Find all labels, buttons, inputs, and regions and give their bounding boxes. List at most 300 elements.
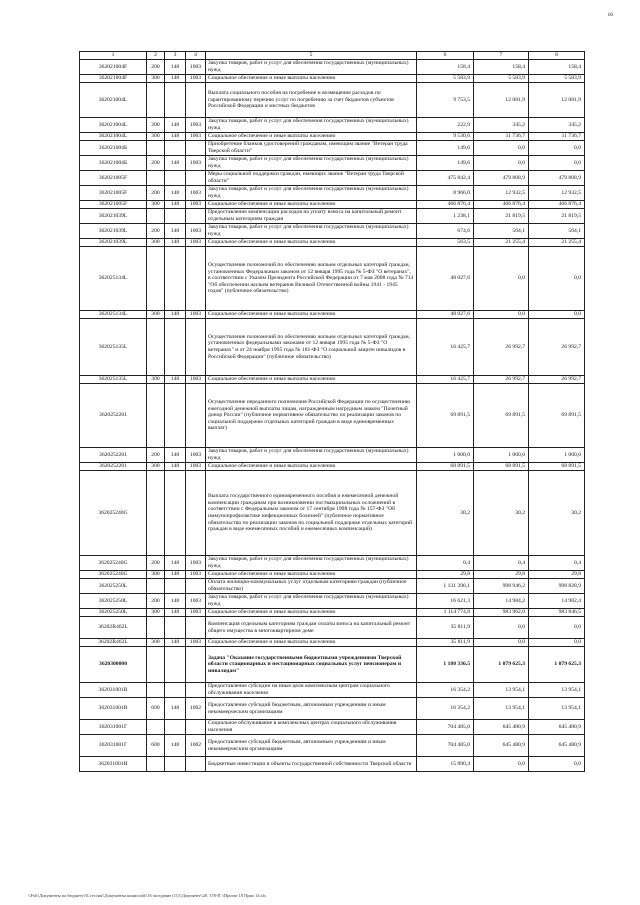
table-row bbox=[80, 75, 585, 83]
department-code: 148 bbox=[165, 376, 186, 384]
value-year-1: 48 027,6 bbox=[417, 311, 474, 319]
section-code bbox=[186, 247, 206, 311]
section-code: 1003 bbox=[186, 448, 206, 463]
department-code: 148 bbox=[165, 75, 186, 83]
target-article-code: 362025240G bbox=[80, 571, 147, 579]
section-code bbox=[186, 647, 206, 683]
expense-type-code: 300 bbox=[147, 75, 165, 83]
expense-type-code bbox=[147, 247, 165, 311]
budget-table bbox=[79, 51, 585, 772]
section-code bbox=[186, 83, 206, 118]
value-year-1: 1 180 336,5 bbox=[417, 647, 474, 683]
value-year-2: 645 480,9 bbox=[474, 720, 529, 735]
department-code: 148 bbox=[165, 639, 186, 647]
item-description: Социальное обеспечение и иные выплаты населению bbox=[206, 201, 417, 209]
target-article-code: 362025250L bbox=[80, 609, 147, 617]
value-year-2: 0,0 bbox=[474, 247, 529, 311]
value-year-2: 0,4 bbox=[474, 556, 529, 571]
section-code: 1003 bbox=[186, 156, 206, 171]
department-code: 148 bbox=[165, 594, 186, 609]
value-year-2: 983 962,0 bbox=[474, 609, 529, 617]
value-year-2: 68 891,5 bbox=[474, 463, 529, 471]
department-code: 148 bbox=[165, 735, 186, 757]
item-description: Осуществление переданного полномочия Российской Федерации по осуществлению ежегодной денежной выплаты лицам, награжденным нагрудным знаком "Почетный донор России" (публичное нормативное обязательство по реализации законов по социальной поддержке отдельных категорий граждан в виде единовременных выплат) bbox=[206, 384, 417, 448]
target-article-code: 362025135L bbox=[80, 376, 147, 384]
department-code: 148 bbox=[165, 448, 186, 463]
value-year-2: 11 736,7 bbox=[474, 133, 529, 141]
item-description: Оплата жилищно-коммунальных услуг отдельным категориям граждан (публичное обязательство) bbox=[206, 579, 417, 594]
column-header: 1 bbox=[80, 52, 147, 60]
target-article-code: 362021004F bbox=[80, 75, 147, 83]
department-code: 148 bbox=[165, 133, 186, 141]
value-year-2: 0,0 bbox=[474, 757, 529, 772]
value-year-1: 68 891,5 bbox=[417, 463, 474, 471]
department-code: 148 bbox=[165, 201, 186, 209]
expense-type-code bbox=[147, 141, 165, 156]
value-year-2: 0,0 bbox=[474, 141, 529, 156]
table-row bbox=[80, 579, 585, 594]
value-year-3: 645 480,9 bbox=[529, 735, 585, 757]
table-row bbox=[80, 594, 585, 609]
item-description: Закупка товаров, работ и услуг для обеспечения государственных (муниципальных) нужд bbox=[206, 156, 417, 171]
table-row bbox=[80, 647, 585, 683]
column-number-row bbox=[80, 52, 585, 60]
value-year-2: 69 891,5 bbox=[474, 384, 529, 448]
value-year-1: 69 891,5 bbox=[417, 384, 474, 448]
section-code: 1003 bbox=[186, 224, 206, 239]
item-description: Осуществление полномочий по обеспечению жильем отдельных категорий граждан, установленных Федеральным законом от 12 января 1995 года № 5-ФЗ "О ветеранах", в соответствии с Указом Президента Российской Федерации от 7 мая 2008 года № 714 "Об обеспечении жильем ветеранов Великой Отечественной войны 1941 - 1945 годов" (публичное обязательство) bbox=[206, 247, 417, 311]
value-year-1: 674,6 bbox=[417, 224, 474, 239]
item-description: Закупка товаров, работ и услуг для обеспечения государственных (муниципальных) нужд bbox=[206, 448, 417, 463]
value-year-1: 1 131 396,1 bbox=[417, 579, 474, 594]
department-code bbox=[165, 647, 186, 683]
target-article-code: 362025240G bbox=[80, 471, 147, 556]
department-code: 148 bbox=[165, 311, 186, 319]
item-description: Закупка товаров, работ и услуг для обеспечения государственных (муниципальных) нужд bbox=[206, 556, 417, 571]
department-code bbox=[165, 384, 186, 448]
table-row bbox=[80, 60, 585, 75]
section-code: 1002 bbox=[186, 735, 206, 757]
table-row bbox=[80, 186, 585, 201]
table-row bbox=[80, 141, 585, 156]
value-year-1: 16 621,3 bbox=[417, 594, 474, 609]
expense-type-code bbox=[147, 384, 165, 448]
expense-type-code: 300 bbox=[147, 571, 165, 579]
table-row bbox=[80, 239, 585, 247]
value-year-1: 35 811,9 bbox=[417, 617, 474, 639]
value-year-1: 35 811,9 bbox=[417, 639, 474, 647]
expense-type-code bbox=[147, 579, 165, 594]
section-code: 1003 bbox=[186, 311, 206, 319]
value-year-3: 466 876,4 bbox=[529, 201, 585, 209]
department-code bbox=[165, 579, 186, 594]
value-year-2: 1 000,0 bbox=[474, 448, 529, 463]
value-year-3: 11 736,7 bbox=[529, 133, 585, 141]
table-row bbox=[80, 683, 585, 698]
expense-type-code bbox=[147, 209, 165, 224]
value-year-2: 479 808,9 bbox=[474, 171, 529, 186]
table-row bbox=[80, 735, 585, 757]
expense-type-code bbox=[147, 319, 165, 376]
table-body bbox=[80, 60, 585, 772]
department-code bbox=[165, 683, 186, 698]
expense-type-code: 200 bbox=[147, 60, 165, 75]
item-description: Социальное обеспечение и иные выплаты населению bbox=[206, 311, 417, 319]
value-year-1: 704 485,0 bbox=[417, 720, 474, 735]
target-article-code: 362021039L bbox=[80, 224, 147, 239]
section-code bbox=[186, 141, 206, 156]
section-code bbox=[186, 319, 206, 376]
section-code bbox=[186, 471, 206, 556]
table-row bbox=[80, 224, 585, 239]
value-year-3: 29,8 bbox=[529, 571, 585, 579]
table-row bbox=[80, 209, 585, 224]
table-row bbox=[80, 639, 585, 647]
value-year-3: 30,2 bbox=[529, 471, 585, 556]
value-year-1: 16 425,7 bbox=[417, 319, 474, 376]
value-year-2: 0,0 bbox=[474, 311, 529, 319]
department-code: 148 bbox=[165, 609, 186, 617]
department-code bbox=[165, 141, 186, 156]
value-year-3: 158,4 bbox=[529, 60, 585, 75]
target-article-code: 36202R462L bbox=[80, 639, 147, 647]
column-header: 6 bbox=[417, 52, 474, 60]
value-year-2: 30,2 bbox=[474, 471, 529, 556]
department-code: 148 bbox=[165, 224, 186, 239]
section-code: 1003 bbox=[186, 239, 206, 247]
expense-type-code: 200 bbox=[147, 224, 165, 239]
expense-type-code: 300 bbox=[147, 463, 165, 471]
table-row bbox=[80, 83, 585, 118]
item-description: Бюджетные инвестиции в объекты государственной собственности Тверской области bbox=[206, 757, 417, 772]
value-year-2: 564,1 bbox=[474, 224, 529, 239]
value-year-1: 466 876,4 bbox=[417, 201, 474, 209]
department-code bbox=[165, 247, 186, 311]
expense-type-code bbox=[147, 471, 165, 556]
item-description: Меры социальной поддержки граждан, имеющих звание "Ветеран труда Тверской области" bbox=[206, 171, 417, 186]
expense-type-code: 200 bbox=[147, 118, 165, 133]
item-description: Предоставление субсидии на иные цели комплексным центрам социального обслуживания населения bbox=[206, 683, 417, 698]
section-code: 1003 bbox=[186, 376, 206, 384]
table-row bbox=[80, 133, 585, 141]
value-year-2: 14 984,2 bbox=[474, 594, 529, 609]
value-year-1: 563,5 bbox=[417, 239, 474, 247]
value-year-3: 0,0 bbox=[529, 247, 585, 311]
column-header: 2 bbox=[147, 52, 165, 60]
table-row bbox=[80, 571, 585, 579]
expense-type-code bbox=[147, 647, 165, 683]
target-article-code: 3620252201 bbox=[80, 463, 147, 471]
table-row bbox=[80, 376, 585, 384]
value-year-2: 645 480,9 bbox=[474, 735, 529, 757]
expense-type-code: 300 bbox=[147, 311, 165, 319]
department-code: 148 bbox=[165, 60, 186, 75]
value-year-2: 29,8 bbox=[474, 571, 529, 579]
department-code: 148 bbox=[165, 239, 186, 247]
target-article-code: 362025135L bbox=[80, 319, 147, 376]
target-article-code: 362025134L bbox=[80, 311, 147, 319]
target-article-code: 362021004Б bbox=[80, 156, 147, 171]
target-article-code: 362021004F bbox=[80, 60, 147, 75]
value-year-2: 0,0 bbox=[474, 639, 529, 647]
value-year-1: 475 842,4 bbox=[417, 171, 474, 186]
department-code: 148 bbox=[165, 463, 186, 471]
value-year-3: 0,4 bbox=[529, 556, 585, 571]
table-row bbox=[80, 156, 585, 171]
target-article-code: 362021004L bbox=[80, 133, 147, 141]
value-year-2: 13 954,1 bbox=[474, 683, 529, 698]
target-article-code: 362021004L bbox=[80, 83, 147, 118]
table-row bbox=[80, 118, 585, 133]
target-article-code: 362021005F bbox=[80, 201, 147, 209]
item-description: Социальное обеспечение и иные выплаты населению bbox=[206, 571, 417, 579]
section-code bbox=[186, 617, 206, 639]
section-code bbox=[186, 171, 206, 186]
section-code bbox=[186, 579, 206, 594]
value-year-3: 12 081,9 bbox=[529, 83, 585, 118]
value-year-2: 158,4 bbox=[474, 60, 529, 75]
item-description: Закупка товаров, работ и услуг для обеспечения государственных (муниципальных) нужд bbox=[206, 186, 417, 201]
section-code: 1003 bbox=[186, 201, 206, 209]
target-article-code: 362025250L bbox=[80, 594, 147, 609]
department-code: 148 bbox=[165, 186, 186, 201]
expense-type-code: 200 bbox=[147, 594, 165, 609]
value-year-3: 0,0 bbox=[529, 639, 585, 647]
expense-type-code: 200 bbox=[147, 156, 165, 171]
section-code bbox=[186, 209, 206, 224]
table-row bbox=[80, 311, 585, 319]
value-year-3: 68 891,5 bbox=[529, 463, 585, 471]
target-article-code: 362031001В bbox=[80, 698, 147, 720]
target-article-code: 362031001И bbox=[80, 757, 147, 772]
file-path-footer: \\Fs6\\Документы по бюджету\\Б сессия\\Документы комиссий\\16 заседание (11)\\Документ\\20. 378-П \\Проект 10 Прил 14.xls bbox=[28, 893, 266, 898]
expense-type-code bbox=[147, 720, 165, 735]
value-year-3: 0,0 bbox=[529, 757, 585, 772]
value-year-1: 0,4 bbox=[417, 556, 474, 571]
item-description: Приобретение бланков удостоверений гражданам, имеющим звание "Ветеран труда Тверской области" bbox=[206, 141, 417, 156]
department-code: 148 bbox=[165, 156, 186, 171]
item-description: Социальное обеспечение и иные выплаты населению bbox=[206, 239, 417, 247]
target-article-code: 3620252201 bbox=[80, 384, 147, 448]
value-year-3: 1 079 625,3 bbox=[529, 647, 585, 683]
value-year-1: 16 354,2 bbox=[417, 698, 474, 720]
target-article-code: 362031001Г bbox=[80, 735, 147, 757]
expense-type-code: 600 bbox=[147, 698, 165, 720]
value-year-3: 5 583,9 bbox=[529, 75, 585, 83]
value-year-2: 1 079 625,3 bbox=[474, 647, 529, 683]
table-row bbox=[80, 471, 585, 556]
value-year-1: 1 238,1 bbox=[417, 209, 474, 224]
value-year-3: 21 255,4 bbox=[529, 239, 585, 247]
item-description: Выплата социального пособия на погребение и возмещение расходов по гарантированному перечню услуг по погребению за счет бюджетов субъектов Российской Федерации и местных бюджетов bbox=[206, 83, 417, 118]
value-year-2: 21 255,4 bbox=[474, 239, 529, 247]
value-year-1: 15 890,4 bbox=[417, 757, 474, 772]
item-description: Предоставление субсидий бюджетным, автономным учреждениям и иным некоммерческим организациям bbox=[206, 698, 417, 720]
expense-type-code bbox=[147, 617, 165, 639]
section-code: 1003 bbox=[186, 594, 206, 609]
expense-type-code: 200 bbox=[147, 186, 165, 201]
section-code: 1003 bbox=[186, 556, 206, 571]
department-code bbox=[165, 757, 186, 772]
value-year-2: 0,0 bbox=[474, 156, 529, 171]
department-code: 148 bbox=[165, 571, 186, 579]
target-article-code: 3620252201 bbox=[80, 448, 147, 463]
section-code: 1003 bbox=[186, 571, 206, 579]
department-code: 148 bbox=[165, 698, 186, 720]
item-description: Выплата государственного единовременного пособия и ежемесячной денежной компенсации гражданам при возникновении поствакцинальных осложнений в соответствии с Федеральным законом от 17 сентября 1998 года № 157-ФЗ "Об иммунопрофилактике инфекционных болезней" (публичное нормативное обязательство по реализации законов по социальной поддержке отдельных категорий граждан в виде ежемесячных пособий и ежемесячных компенсаций) bbox=[206, 471, 417, 556]
expense-type-code bbox=[147, 683, 165, 698]
value-year-1: 1 000,0 bbox=[417, 448, 474, 463]
target-article-code: 362021039L bbox=[80, 209, 147, 224]
department-code bbox=[165, 319, 186, 376]
value-year-2: 26 992,7 bbox=[474, 319, 529, 376]
table-row bbox=[80, 201, 585, 209]
value-year-3: 21 819,5 bbox=[529, 209, 585, 224]
value-year-2: 998 946,2 bbox=[474, 579, 529, 594]
item-description: Компенсация отдельным категориям граждан оплаты взноса на капитальный ремонт общего имущества в многоквартирном доме bbox=[206, 617, 417, 639]
department-code bbox=[165, 209, 186, 224]
section-code: 1003 bbox=[186, 463, 206, 471]
value-year-3: 12 932,5 bbox=[529, 186, 585, 201]
value-year-1: 158,4 bbox=[417, 60, 474, 75]
target-article-code: 362021039L bbox=[80, 239, 147, 247]
department-code bbox=[165, 171, 186, 186]
target-article-code: 362025250L bbox=[80, 579, 147, 594]
target-article-code: 3620300000 bbox=[80, 647, 147, 683]
target-article-code: 362031001Г bbox=[80, 720, 147, 735]
value-year-3: 645 480,9 bbox=[529, 720, 585, 735]
department-code: 148 bbox=[165, 556, 186, 571]
department-code bbox=[165, 617, 186, 639]
item-description: Осуществление полномочий по обеспечению жильем отдельных категорий граждан, установленных федеральными законами от 12 января 1995 года № 5-ФЗ "О ветеранах" и от 24 ноября 1995 года № 181-ФЗ "О социальной защите инвалидов в Российской Федерации" (публичное обязательство) bbox=[206, 319, 417, 376]
value-year-3: 13 954,1 bbox=[529, 698, 585, 720]
department-code: 148 bbox=[165, 118, 186, 133]
item-description: Социальное обслуживание в комплексных центрах социального обслуживания населения bbox=[206, 720, 417, 735]
value-year-1: 149,6 bbox=[417, 156, 474, 171]
target-article-code: 362021005F bbox=[80, 186, 147, 201]
item-description: Предоставление субсидий бюджетным, автономным учреждениям и иным некоммерческим организациям bbox=[206, 735, 417, 757]
value-year-3: 479 808,9 bbox=[529, 171, 585, 186]
column-header: 3 bbox=[165, 52, 186, 60]
value-year-1: 9 530,6 bbox=[417, 133, 474, 141]
value-year-1: 9 753,5 bbox=[417, 83, 474, 118]
value-year-3: 26 992,7 bbox=[529, 376, 585, 384]
section-code bbox=[186, 720, 206, 735]
value-year-2: 12 081,9 bbox=[474, 83, 529, 118]
value-year-1: 222,9 bbox=[417, 118, 474, 133]
value-year-3: 14 982,4 bbox=[529, 594, 585, 609]
target-article-code: 362031001В bbox=[80, 683, 147, 698]
target-article-code: 362021004L bbox=[80, 118, 147, 133]
department-code bbox=[165, 471, 186, 556]
value-year-1: 8 966,0 bbox=[417, 186, 474, 201]
table-row bbox=[80, 698, 585, 720]
section-code: 1003 bbox=[186, 75, 206, 83]
expense-type-code: 300 bbox=[147, 133, 165, 141]
item-description: Закупка товаров, работ и услуг для обеспечения государственных (муниципальных) нужд bbox=[206, 594, 417, 609]
expense-type-code bbox=[147, 757, 165, 772]
value-year-3: 69 891,5 bbox=[529, 384, 585, 448]
column-header: 8 bbox=[529, 52, 585, 60]
column-header: 5 bbox=[206, 52, 417, 60]
value-year-1: 29,8 bbox=[417, 571, 474, 579]
target-article-code: 36202R462L bbox=[80, 617, 147, 639]
table-row bbox=[80, 757, 585, 772]
section-code: 1002 bbox=[186, 698, 206, 720]
expense-type-code: 600 bbox=[147, 735, 165, 757]
table-row bbox=[80, 609, 585, 617]
value-year-3: 1 000,0 bbox=[529, 448, 585, 463]
value-year-2: 345,2 bbox=[474, 118, 529, 133]
table-row bbox=[80, 247, 585, 311]
column-header: 7 bbox=[474, 52, 529, 60]
table-row bbox=[80, 171, 585, 186]
item-description: Социальное обеспечение и иные выплаты населению bbox=[206, 639, 417, 647]
value-year-1: 5 583,9 bbox=[417, 75, 474, 83]
value-year-3: 983 846,5 bbox=[529, 609, 585, 617]
expense-type-code: 300 bbox=[147, 239, 165, 247]
expense-type-code: 300 bbox=[147, 376, 165, 384]
page-number: 16 bbox=[607, 12, 613, 18]
table-row bbox=[80, 448, 585, 463]
department-code bbox=[165, 720, 186, 735]
target-article-code: 362021004Б bbox=[80, 141, 147, 156]
table-row bbox=[80, 720, 585, 735]
target-article-code: 362025240G bbox=[80, 556, 147, 571]
value-year-3: 0,0 bbox=[529, 156, 585, 171]
table-row bbox=[80, 319, 585, 376]
expense-type-code: 200 bbox=[147, 556, 165, 571]
expense-type-code: 200 bbox=[147, 448, 165, 463]
value-year-2: 21 819,5 bbox=[474, 209, 529, 224]
target-article-code: 362021005F bbox=[80, 171, 147, 186]
expense-type-code bbox=[147, 83, 165, 118]
item-description: Социальное обеспечение и иные выплаты населению bbox=[206, 463, 417, 471]
section-code bbox=[186, 384, 206, 448]
value-year-2: 12 932,5 bbox=[474, 186, 529, 201]
value-year-1: 704 485,0 bbox=[417, 735, 474, 757]
table-row bbox=[80, 556, 585, 571]
table-row bbox=[80, 384, 585, 448]
section-code bbox=[186, 757, 206, 772]
department-code bbox=[165, 83, 186, 118]
value-year-2: 13 954,1 bbox=[474, 698, 529, 720]
item-description: Социальное обеспечение и иные выплаты населению bbox=[206, 376, 417, 384]
item-description: Социальное обеспечение и иные выплаты населению bbox=[206, 133, 417, 141]
value-year-2: 466 876,4 bbox=[474, 201, 529, 209]
item-description: Социальное обеспечение и иные выплаты населению bbox=[206, 75, 417, 83]
section-code: 1003 bbox=[186, 609, 206, 617]
value-year-3: 13 954,1 bbox=[529, 683, 585, 698]
section-code: 1003 bbox=[186, 118, 206, 133]
value-year-2: 26 992,7 bbox=[474, 376, 529, 384]
section-code bbox=[186, 683, 206, 698]
value-year-1: 16 425,7 bbox=[417, 376, 474, 384]
expense-type-code: 300 bbox=[147, 639, 165, 647]
value-year-1: 16 354,2 bbox=[417, 683, 474, 698]
target-article-code: 362025134L bbox=[80, 247, 147, 311]
column-header: 4 bbox=[186, 52, 206, 60]
item-description: Задача "Оказание государственными бюджетными учреждениями Тверской области стационарных и нестационарных социальных услуг пенсионерам и инвалидам" bbox=[206, 647, 417, 683]
section-code: 1003 bbox=[186, 639, 206, 647]
section-code: 1003 bbox=[186, 60, 206, 75]
value-year-1: 1 114 774,8 bbox=[417, 609, 474, 617]
value-year-2: 5 583,9 bbox=[474, 75, 529, 83]
table-row bbox=[80, 617, 585, 639]
value-year-3: 0,0 bbox=[529, 141, 585, 156]
value-year-1: 149,6 bbox=[417, 141, 474, 156]
expense-type-code: 300 bbox=[147, 201, 165, 209]
